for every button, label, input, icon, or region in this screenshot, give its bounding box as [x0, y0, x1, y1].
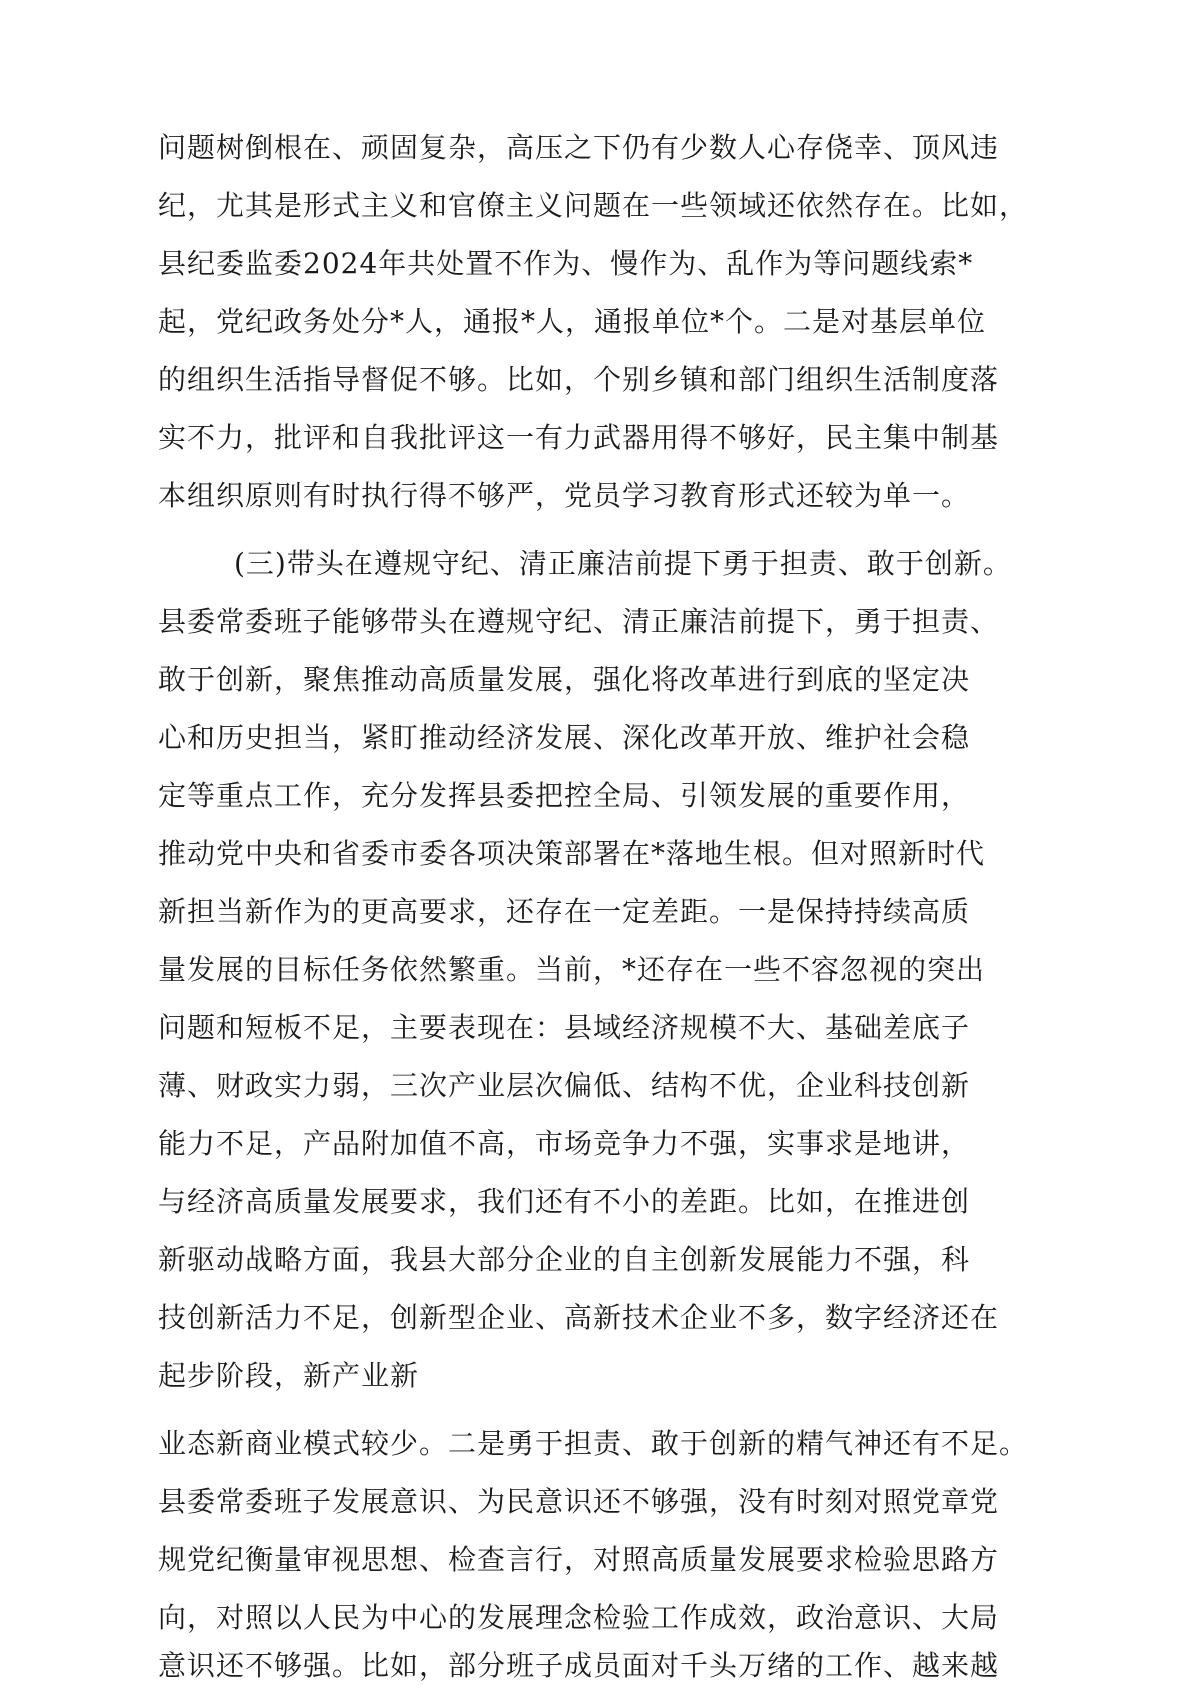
- text-line: 问题和短板不足，主要表现在：县域经济规模不大、基础差底子: [158, 1011, 971, 1044]
- text-line: 起步阶段，新产业新: [158, 1359, 420, 1392]
- text-line: 推动党中央和省委市委各项决策部署在*落地生根。但对照新时代: [158, 837, 986, 870]
- text-line: 心和历史担当，紧盯推动经济发展、深化改革开放、维护社会稳: [158, 721, 971, 754]
- text-line: 与经济高质量发展要求，我们还有不小的差距。比如，在推进创: [158, 1185, 971, 1218]
- text-line: 县纪委监委2024年共处置不作为、慢作为、乱作为等问题线索*: [158, 247, 974, 280]
- text-line: 新驱动战略方面，我县大部分企业的自主创新发展能力不强，科: [158, 1243, 971, 1276]
- text-line: 问题树倒根在、顽固复杂，高压之下仍有少数人心存侥幸、顶风违: [158, 131, 1000, 164]
- text-line: 本组织原则有时执行得不够严，党员学习教育形式还较为单一。: [158, 479, 971, 512]
- text-line: 实不力，批评和自我批评这一有力武器用得不够好，民主集中制基: [158, 421, 1000, 454]
- text-line: 能力不足，产品附加值不高，市场竞争力不强，实事求是地讲，: [158, 1127, 971, 1160]
- text-line: 规党纪衡量审视思想、检查言行，对照高质量发展要求检验思路方: [158, 1543, 1000, 1576]
- text-line: 业态新商业模式较少。二是勇于担责、敢于创新的精气神还有不足。: [158, 1427, 1029, 1460]
- text-line: 薄、财政实力弱，三次产业层次偏低、结构不优，企业科技创新: [158, 1069, 971, 1102]
- text-line: 技创新活力不足，创新型企业、高新技术企业不多，数字经济还在: [158, 1301, 1000, 1334]
- text-line: 新担当新作为的更高要求，还存在一定差距。一是保持持续高质: [158, 895, 971, 928]
- text-line: 县委常委班子发展意识、为民意识还不够强，没有时刻对照党章党: [158, 1485, 1000, 1518]
- text-line: 县委常委班子能够带头在遵规守纪、清正廉洁前提下，勇于担责、: [158, 605, 1000, 638]
- text-line: 量发展的目标任务依然繁重。当前，*还存在一些不容忽视的突出: [158, 953, 986, 986]
- text-line: 意识还不够强。比如，部分班子成员面对千头万绪的工作、越来越: [158, 1649, 1000, 1682]
- text-line: 起，党纪政务处分*人，通报*人，通报单位*个。二是对基层单位: [158, 305, 987, 338]
- text-line: 定等重点工作，充分发挥县委把控全局、引领发展的重要作用，: [158, 779, 971, 812]
- text-line: 向，对照以人民为中心的发展理念检验工作成效，政治意识、大局: [158, 1601, 1000, 1634]
- text-line: 纪，尤其是形式主义和官僚主义问题在一些领域还依然存在。比如，: [158, 189, 1029, 222]
- section-heading: (三)带头在遵规守纪、清正廉洁前提下勇于担责、敢于创新。: [234, 547, 1012, 580]
- text-line: 敢于创新，聚焦推动高质量发展，强化将改革进行到底的坚定决: [158, 663, 971, 696]
- text-line: 的组织生活指导督促不够。比如，个别乡镇和部门组织生活制度落: [158, 363, 1000, 396]
